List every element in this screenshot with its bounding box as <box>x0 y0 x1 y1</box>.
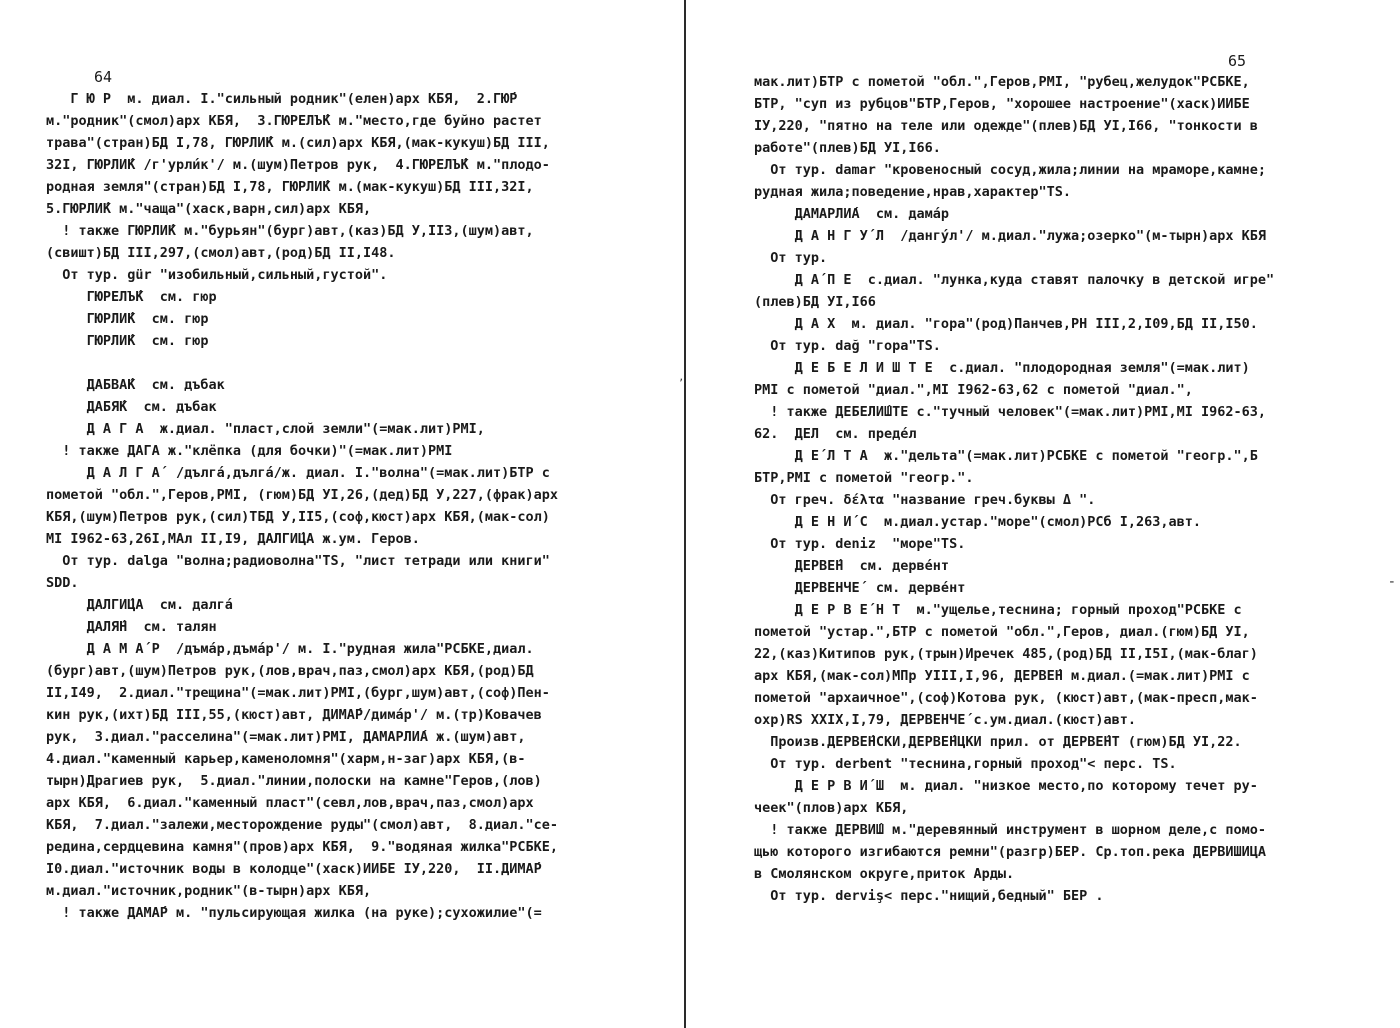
text-line: ДАБВА́К см. дъбак <box>46 377 225 393</box>
page-divider <box>684 0 686 1028</box>
text-line: Д Е Р В И́ Ш м. диал. "низкое место,по которому течет ру- <box>754 778 1258 794</box>
text-line: ДЕРВЕ́Н см. дерве́нт <box>754 558 950 574</box>
page-number-left: 64 <box>94 68 113 86</box>
text-line: работе"(плев)БД УI,I66. <box>754 140 941 156</box>
text-line: ! также ДАГА ж."клёпка (для бочки)"(=мак.лит)РМI <box>46 443 453 459</box>
margin-mark-right: - <box>1387 574 1396 590</box>
text-line: 5.ГЮРЛИ́К м."чаща"(хаск,варн,сил)арх КБЯ, <box>46 201 372 217</box>
text-line: м.диал."источник,родник"(в-тырн)арх КБЯ, <box>46 883 372 899</box>
text-line: От тур. dalga "волна;радиоволна"TS, "лист тетради или книги" <box>46 553 550 569</box>
text-line <box>46 352 671 374</box>
text-line: пометой "устар.",БТР с пометой "обл.",Геров, диал.(гюм)БД УI, <box>754 624 1250 640</box>
text-line: КБЯ, 7.диал."залежи,месторождение руды"(смол)авт, 8.диал."се- <box>46 817 559 833</box>
text-line: ДАЛЯ́Н см. талян <box>46 619 217 635</box>
text-line: ГЮРЛИ́К см. гюр <box>46 311 209 327</box>
text-line: От тур. derviş< перс."нищий,бедный" БЕР . <box>754 888 1104 904</box>
margin-mark-center: ʼ <box>678 378 685 389</box>
text-line: Д А Л Г А́ /дълга́,дълга́/ж. диал. I."волна"(=мак.лит)БТР с <box>46 465 550 481</box>
text-line: От тур. derbent "теснина,горный проход"< перс. TS. <box>754 756 1177 772</box>
text-line: SDD. <box>46 575 79 591</box>
text-line: рук, 3.диал."расселина"(=мак.лит)РМI, ДАМАРЛИ́А ж.(шум)авт, <box>46 729 526 745</box>
text-line: ДАЛГИ́ЦА см. далга́ <box>46 597 233 613</box>
text-line: (плев)БД УI,I66 <box>754 294 876 310</box>
text-line: ГЮРЛИ́К см. гюр <box>46 333 209 349</box>
left-page-text <box>46 88 671 924</box>
text-line: Д А́ П Е с.диал. "лунка,куда ставят палочку в детской игре" <box>754 272 1275 288</box>
text-line: ! также ДЕРВИ́Ш м."деревянный инструмент в шорном деле,с помо- <box>754 822 1267 838</box>
text-line: ДАБЯ́К см. дъбак <box>46 399 217 415</box>
text-line: пометой "обл.",Геров,РМI, (гюм)БД УI,26,(дед)БД У,227,(фрак)арх <box>46 487 559 503</box>
text-line: трава"(стран)БД I,78, ГЮРЛИ́К м.(сил)арх КБЯ,(мак-кукуш)БД III, <box>46 135 550 151</box>
right-page-text <box>754 71 1396 907</box>
text-line: 32I, ГЮРЛИ́К /г'урли́к'/ м.(шум)Петров рук, 4.ГЮРЕЛЪ́К м."плодо- <box>46 157 550 173</box>
text-line: редина,сердцевина камня"(пров)арх КБЯ, 9."водяная жилка"РСБКЕ, <box>46 839 559 855</box>
text-line: От тур. dağ "гора"TS. <box>754 338 941 354</box>
text-line: Д Е́ Л Т А ж."дельта"(=мак.лит)РСБКЕ с пометой "геогр.",Б <box>754 448 1258 464</box>
text-line: ! также ДЕБЕЛИ́ШТЕ с."тучный человек"(=мак.лит)РМI,МI I962-63, <box>754 404 1267 420</box>
text-line: ! также ГЮРЛИ́К м."бурьян"(бург)авт,(каз)БД У,II3,(шум)авт, <box>46 223 534 239</box>
text-line: охр)RS XXIX,I,79, ДЕРВЕНЧЕ́ с.ум.диал.(кюст)авт. <box>754 712 1137 728</box>
text-line: Д А Н Г У́ Л /дангу́л'/ м.диал."лужа;озерко"(м-тырн)арх КБЯ <box>754 228 1267 244</box>
text-line: БТР,РМI с пометой "геогр.". <box>754 470 974 486</box>
text-line: РМI с пометой "диал.",МI I962-63,62 с пометой "диал.", <box>754 382 1193 398</box>
text-line: IУ,220, "пятно на теле или одежде"(плев)БД УI,I66, "тонкости в <box>754 118 1258 134</box>
text-line: м."родник"(смол)арх КБЯ, 3.ГЮРЕЛЪ́К м."место,где буйно растет <box>46 113 542 129</box>
text-line: От тур. deniz "море"TS. <box>754 536 966 552</box>
text-line: (свишт)БД III,297,(смол)авт,(род)БД II,I48. <box>46 245 396 261</box>
text-line: (бург)авт,(шум)Петров рук,(лов,врач,паз,смол)арх КБЯ,(род)БД <box>46 663 534 679</box>
text-line: Д А М А́ Р /дъма́р,дъма́р'/ м. I."рудная жила"РСБКЕ,диал. <box>46 641 534 657</box>
text-line: ДАМАРЛИ́А см. дама́р <box>754 206 950 222</box>
text-line: арх КБЯ,(мак-сол)МПр УIII,I,96, ДЕРВЕ́Н м.диал.(=мак.лит)РМI с <box>754 668 1250 684</box>
text-line: МI I962-63,26I,МАл II,I9, ДАЛГИ́ЦА ж.ум. Геров. <box>46 531 420 547</box>
text-line: родная земля"(стран)БД I,78, ГЮРЛИ́К м.(мак-кукуш)БД III,32I, <box>46 179 534 195</box>
text-line: Произв.ДЕРВЕ́НСКИ,ДЕРВЕ́НЦКИ прил. от ДЕРВЕ́НТ (гюм)БД УI,22. <box>754 734 1242 750</box>
text-line: рудная жила;поведение,нрав,характер"TS. <box>754 184 1071 200</box>
left-page <box>0 0 676 1028</box>
text-line: Д Е Б Е Л И Ш Т Е с.диал. "плодородная земля"(=мак.лит) <box>754 360 1250 376</box>
text-line: кин рук,(ихт)БД III,55,(кюст)авт, ДИМА́Р/дима́р'/ м.(тр)Ковачев <box>46 707 542 723</box>
text-line: 62. ДЕЛ см. преде́л <box>754 426 917 442</box>
text-line: ДЕРВЕНЧЕ́ см. дерве́нт <box>754 580 966 596</box>
text-line: ГЮРЕЛЪ́К см. гюр <box>46 289 217 305</box>
text-line: От тур. damar "кровеносный сосуд,жила;линии на мраморе,камне; <box>754 162 1267 178</box>
text-line: пометой "архаичное",(соф)Котова рук, (кюст)авт,(мак-пресп,мак- <box>754 690 1258 706</box>
text-line: От греч. δέλτα "название греч.буквы Δ ". <box>754 492 1096 508</box>
text-line: щью которого изгибаются ремни"(разгр)БЕР. Ср.топ.река ДЕРВИШИЦА <box>754 844 1267 860</box>
right-page <box>690 0 1400 1028</box>
text-line: II,I49, 2.диал."трещина"(=мак.лит)РМI,(бург,шум)авт,(соф)Пен- <box>46 685 550 701</box>
text-line: ! также ДАМА́Р м. "пульсирующая жилка (на руке);сухожилие"(= <box>46 905 542 921</box>
text-line: 4.диал."каменный карьер,каменоломня"(харм,н-заг)арх КБЯ,(в- <box>46 751 526 767</box>
text-line: I0.диал."источник воды в колодце"(хаск)ИИБЕ IУ,220, II.ДИМА́Р <box>46 861 542 877</box>
text-line: 22,(каз)Китипов рук,(трын)Иречек 485,(род)БД II,I5I,(мак-благ) <box>754 646 1258 662</box>
text-line: в Смолянском округе,приток Арды. <box>754 866 1015 882</box>
text-line: Д А Х м. диал. "гора"(род)Панчев,РН III,2,I09,БД II,I50. <box>754 316 1258 332</box>
text-line: БТР, "суп из рубцов"БТР,Геров, "хорошее настроение"(хаск)ИИБЕ <box>754 96 1250 112</box>
text-line: От тур. <box>754 250 828 266</box>
text-line: мак.лит)БТР с пометой "обл.",Геров,РМI, "рубец,желудок"РСБКЕ, <box>754 74 1250 90</box>
text-line: Г Ю Р м. диал. I."сильный родник"(елен)арх КБЯ, 2.ГЮ́Р <box>46 91 518 107</box>
text-line: Д Е Н И́ С м.диал.устар."море"(смол)РСб I,263,авт. <box>754 514 1202 530</box>
page-number-right: 65 <box>1228 52 1247 70</box>
text-line: Д Е Р В Е́ Н Т м."ущелье,теснина; горный проход"РСБКЕ с <box>754 602 1242 618</box>
text-line: КБЯ,(шум)Петров рук,(сил)ТБД У,II5,(соф,кюст)арх КБЯ,(мак-сол) <box>46 509 550 525</box>
text-line: Д А Г А ж.диал. "пласт,слой земли"(=мак.лит)РМI, <box>46 421 485 437</box>
text-line: тырн)Драгиев рук, 5.диал."линии,полоски на камне"Геров,(лов) <box>46 773 542 789</box>
text-line: арх КБЯ, 6.диал."каменный пласт"(севл,лов,врач,паз,смол)арх <box>46 795 534 811</box>
text-line: чеек"(плов)арх КБЯ, <box>754 800 909 816</box>
text-line: От тур. gür "изобильный,сильный,густой". <box>46 267 388 283</box>
